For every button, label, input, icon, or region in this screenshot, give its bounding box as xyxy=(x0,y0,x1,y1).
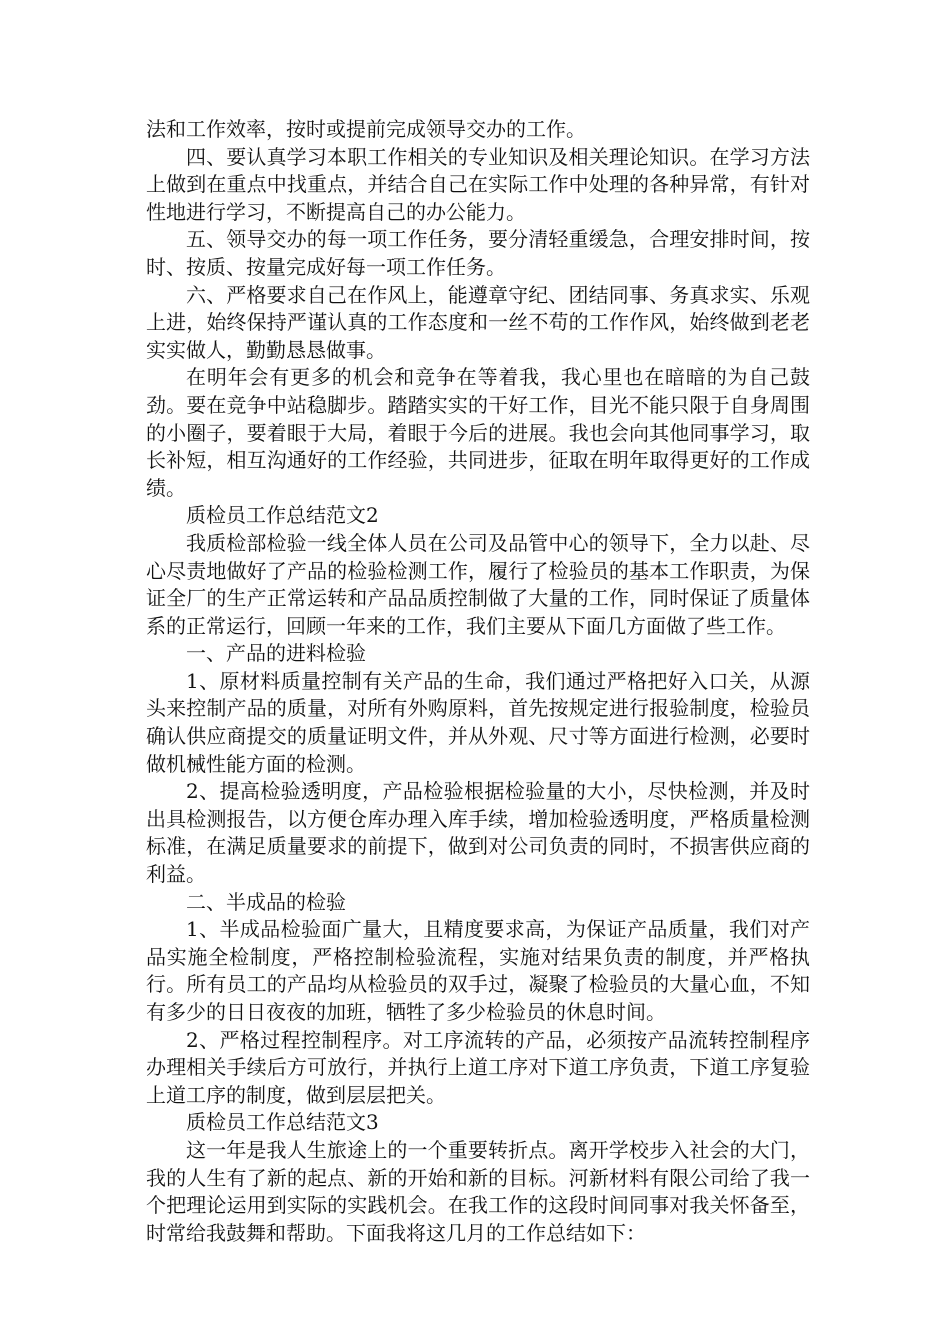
document-body xyxy=(146,116,810,1247)
paragraph-incoming-2: 2、提高检验透明度，产品检验根据检验量的大小，尽快检测，并及时出具检测报告，以方便仓库办理入库手续，增加检验透明度，严格质量检测标准，在满足质量要求的前提下，做到对公司负责的同时，不损害供应商的利益。 xyxy=(146,779,810,887)
paragraph-item-six: 六、严格要求自己在作风上，能遵章守纪、团结同事、务真求实、乐观上进，始终保持严谨认真的工作态度和一丝不苟的工作作风，始终做到老老实实做人，勤勤恳恳做事。 xyxy=(146,282,810,362)
section-heading-sample-3: 质检员工作总结范文3 xyxy=(186,1110,379,1135)
paragraph-semi-finished-1: 1、半成品检验面广量大，且精度要求高，为保证产品质量，我们对产品实施全检制度，严格控制检验流程，实施对结果负责的制度，并严格执行。所有员工的产品均从检验员的双手过，凝聚了检验员的大量心血，不知有多少的日日夜夜的加班，牺牲了多少检验员的休息时间。 xyxy=(146,917,810,1024)
paragraph-item-five: 五、领导交办的每一项工作任务，要分清轻重缓急，合理安排时间，按时、按质、按量完成好每一项工作任务。 xyxy=(146,227,810,279)
paragraph-item-four: 四、要认真学习本职工作相关的专业知识及相关理论知识。在学习方法上做到在重点中找重点，并结合自己在实际工作中处理的各种异常，有针对性地进行学习，不断提高自己的办公能力。 xyxy=(146,144,810,224)
subheading-semi-finished: 二、半成品的检验 xyxy=(186,889,346,914)
paragraph-continued: 法和工作效率，按时或提前完成领导交办的工作。 xyxy=(146,117,586,141)
paragraph-semi-finished-2: 2、严格过程控制程序。对工序流转的产品，必须按产品流转控制程序办理相关手续后方可放行，并执行上道工序对下道工序负责，下道工序复验上道工序的制度，做到层层把关。 xyxy=(146,1027,810,1107)
paragraph-incoming-1: 1、原材料质量控制有关产品的生命，我们通过严格把好入口关，从源头来控制产品的质量，对所有外购原料，首先按规定进行报验制度，检验员确认供应商提交的质量证明文件，并从外观、尺寸等方面进行检测，必要时做机械性能方面的检测。 xyxy=(146,668,810,776)
subheading-incoming-inspection: 一、产品的进料检验 xyxy=(186,641,366,666)
section-heading-sample-2: 质检员工作总结范文2 xyxy=(186,503,379,528)
paragraph-intro-2: 我质检部检验一线全体人员在公司及品管中心的领导下，全力以赴、尽心尽责地做好了产品的检验检测工作，履行了检验员的基本工作职责，为保证全厂的生产正常运转和产品品质控制做了大量的工作，同时保证了质量体系的正常运行，回顾一年来的工作，我们主要从下面几方面做了些工作。 xyxy=(146,530,810,638)
paragraph-outlook: 在明年会有更多的机会和竞争在等着我，我心里也在暗暗的为自己鼓劲。要在竞争中站稳脚步。踏踏实实的干好工作，目光不能只限于自身周围的小圈子，要着眼于大局，着眼于今后的进展。我也会向其他同事学习，取长补短，相互沟通好的工作经验，共同进步，征取在明年取得更好的工作成绩。 xyxy=(146,365,810,500)
paragraph-intro-3: 这一年是我人生旅途上的一个重要转折点。离开学校步入社会的大门，我的人生有了新的起点、新的开始和新的目标。河新材料有限公司给了我一个把理论运用到实际的实践机会。在我工作的这段时间同事对我关怀备至，时常给我鼓舞和帮助。下面我将这几月的工作总结如下： xyxy=(146,1137,810,1245)
